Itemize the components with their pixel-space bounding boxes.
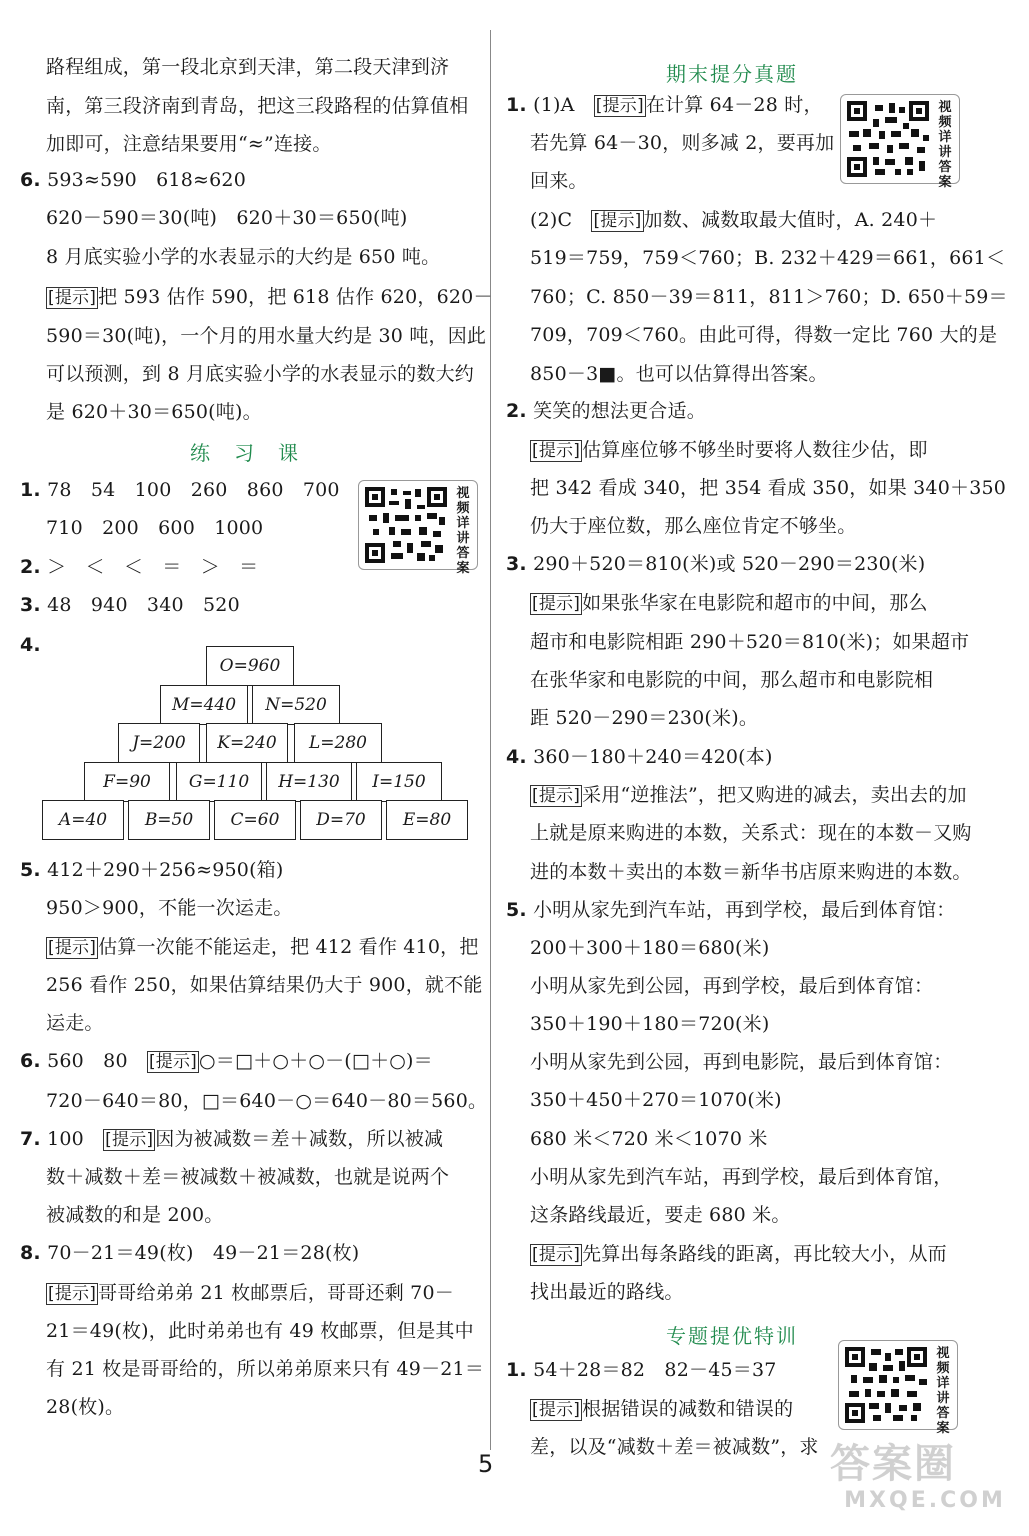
watermark-logo	[830, 1440, 1020, 1530]
pyramid-block: B=50	[128, 800, 210, 840]
answer-text: 48 940 340 520	[47, 594, 240, 616]
text-line: 950＞900，不能一次运走。	[46, 897, 293, 919]
text-line: 找出最近的路线。	[530, 1281, 684, 1303]
answer-text: (2)C	[530, 209, 592, 231]
question-number: 8.	[20, 1242, 41, 1264]
pyramid-block: G=110	[176, 762, 262, 802]
text-line: 8 月底实验小学的水表显示的大约是 650 吨。	[46, 246, 441, 268]
pyramid-block: H=130	[266, 762, 352, 802]
hint-text: 估算一次能不能运走，把 412 看作 410，把	[98, 936, 479, 958]
question-number: 1.	[506, 1359, 527, 1381]
text-line: 350＋190＋180＝720(米)	[530, 1013, 770, 1035]
answer-text: 笑笑的想法更合适。	[533, 400, 706, 422]
text-line: 超市和电影院相距 290＋520＝810(米)；如果超市	[530, 631, 970, 653]
question-number: 5.	[20, 859, 41, 881]
text-line: 数＋减数＋差＝被减数＋被减数，也就是说两个	[46, 1166, 450, 1188]
final-4	[506, 742, 773, 772]
qr-pattern-icon	[845, 1347, 927, 1423]
answer-text: 78 54 100 260 860 700	[47, 479, 340, 501]
hint-label: [提示]	[532, 786, 581, 806]
hint-label: [提示]	[532, 1245, 581, 1265]
text-line: 差，以及“减数＋差＝被减数”，求	[530, 1436, 819, 1458]
question-number: 5.	[506, 899, 527, 921]
text-line: 720－640＝80，□＝640－○＝640－80＝560。	[46, 1090, 488, 1112]
pyramid-block: N=520	[252, 685, 340, 725]
hint-label: [提示]	[532, 594, 581, 614]
section-title-final: 期末提分真题	[666, 62, 798, 86]
final-3	[506, 549, 925, 579]
text-line: 把 342 看成 340，把 354 看成 350，如果 340＋350	[530, 477, 1007, 499]
hint-text: 如果张华家在电影院和超市的中间，那么	[582, 592, 928, 614]
text-line: 这条路线最近，要走 680 米。	[530, 1204, 791, 1226]
pyramid-block: J=200	[118, 723, 200, 763]
practice-4	[20, 630, 41, 660]
practice-3	[20, 590, 240, 620]
pyramid-block: K=240	[206, 723, 288, 763]
answer-text: (1)A	[533, 94, 594, 116]
column-divider	[490, 30, 491, 1450]
text-line: 进的本数＋卖出的本数＝新华书店原来购进的本数。	[530, 861, 972, 883]
hint-text: 因为被减数＝差＋减数，所以被减	[155, 1128, 444, 1150]
answer-text: 593≈590 618≈620	[47, 169, 246, 191]
text-line: 小明从家先到汽车站，再到学校，最后到体育馆，	[530, 1166, 953, 1188]
hint-label: [提示]	[105, 1130, 154, 1150]
hint-line	[530, 1239, 947, 1270]
hint-text: 加数、减数取最大值时，A. 240＋	[643, 209, 938, 231]
special-1	[506, 1355, 777, 1385]
hint-line	[530, 780, 967, 811]
hint-line	[46, 1278, 454, 1309]
qr-label: 视频详讲答案	[938, 100, 952, 190]
answer-text: 小明从家先到汽车站，再到学校，最后到体育馆：	[533, 899, 956, 921]
hint-label: [提示]	[532, 441, 581, 461]
pyramid-block: D=70	[300, 800, 382, 840]
text-line: 小明从家先到公园，再到学校，最后到体育馆：	[530, 975, 934, 997]
pyramid-block: F=90	[84, 762, 170, 802]
answer-text: ＞ ＜ ＜ ＝ ＞ ＝	[47, 556, 259, 578]
text-line: 被减数的和是 200。	[46, 1204, 224, 1226]
text-line: 是 620＋30＝650(吨)。	[46, 401, 262, 423]
final-2	[506, 396, 706, 426]
text-line: 200＋300＋180＝680(米)	[530, 937, 770, 959]
final-5	[506, 895, 956, 925]
pyramid-block: O=960	[206, 646, 294, 686]
practice-5	[20, 855, 284, 885]
text-line: 若先算 64－30，则多减 2，要再加	[530, 132, 835, 154]
qr-code[interactable]	[840, 94, 960, 190]
text-line: 350＋450＋270＝1070(米)	[530, 1089, 782, 1111]
hint-label: [提示]	[48, 288, 97, 308]
hint-label: [提示]	[48, 1284, 97, 1304]
text-line: 850－3■。也可以估算得出答案。	[530, 363, 828, 385]
hint-label: [提示]	[593, 211, 642, 231]
question-number: 6.	[20, 1050, 41, 1072]
question-number: 4.	[20, 634, 41, 656]
text-line: 距 520－290＝230(米)。	[530, 707, 759, 729]
page-number: 5	[478, 1450, 494, 1478]
practice-6	[20, 1046, 433, 1077]
text-line: 21＝49(枚)，此时弟弟也有 49 枚邮票，但是其中	[46, 1320, 474, 1342]
text-line: 南，第三段济南到青岛，把这三段路程的估算值相	[46, 95, 469, 117]
hint-label: [提示]	[48, 938, 97, 958]
hint-text: 在计算 64－28 时，	[645, 94, 823, 116]
text-line: 上就是原来购进的本数，关系式：现在的本数－又购	[530, 822, 972, 844]
hint-line	[530, 588, 928, 619]
hint-text: ○＝□＋○＋○－(□＋○)＝	[199, 1050, 433, 1072]
text-line: 可以预测，到 8 月底实验小学的水表显示的数大约	[46, 363, 474, 385]
pyramid-block: A=40	[42, 800, 124, 840]
answer-text: 560 80	[47, 1050, 147, 1072]
hint-line	[46, 282, 493, 313]
text-line: 620－590＝30(吨) 620＋30＝650(吨)	[46, 207, 408, 229]
text-line: 加即可，注意结果要用“≈”连接。	[46, 133, 332, 155]
text-line: 路程组成，第一段北京到天津，第二段天津到济	[46, 56, 450, 78]
hint-text: 根据错误的减数和错误的	[582, 1398, 794, 1420]
question-number: 2.	[506, 400, 527, 422]
hint-text: 把 593 估作 590，把 618 估作 620，620－	[98, 286, 493, 308]
practice-8	[20, 1238, 359, 1268]
watermark-top: 答案圈	[830, 1441, 956, 1487]
answer-text: 290＋520＝810(米)或 520－290＝230(米)	[533, 553, 926, 575]
text-line: 小明从家先到公园，再到电影院，最后到体育馆：	[530, 1051, 953, 1073]
watermark-bottom: MXQE.COM	[844, 1488, 1006, 1513]
question-number: 3.	[506, 553, 527, 575]
pyramid-block: C=60	[214, 800, 296, 840]
answer-text: 360－180＋240＝420(本)	[533, 746, 773, 768]
hint-label: [提示]	[148, 1052, 198, 1072]
text-line: 680 米＜720 米＜1070 米	[530, 1128, 768, 1150]
text-line: 在张华家和电影院的中间，那么超市和电影院相	[530, 669, 934, 691]
hint-line	[530, 1394, 793, 1425]
text-line: 28(枚)。	[46, 1396, 125, 1418]
text-line	[530, 205, 937, 236]
text-line: 709，709＜760。由此可得，得数一定比 760 大的是	[530, 324, 998, 346]
hint-text: 采用“逆推法”，把又购进的减去，卖出去的加	[582, 784, 967, 806]
text-line: 519＝759，759＜760；B. 232＋429＝661，661＜	[530, 247, 1006, 269]
text-line: 760；C. 850－39＝811，811＞760；D. 650＋59＝	[530, 286, 1008, 308]
answer-text: 412＋290＋256≈950(箱)	[47, 859, 284, 881]
question-number: 1.	[506, 94, 527, 116]
qr-code[interactable]	[838, 1340, 958, 1436]
qr-pattern-icon	[365, 487, 447, 563]
answer-text: 100	[47, 1128, 104, 1150]
question-6	[20, 165, 246, 195]
hint-text: 哥哥给弟弟 21 枚邮票后，哥哥还剩 70－	[98, 1282, 454, 1304]
question-number: 2.	[20, 556, 41, 578]
question-number: 1.	[20, 479, 41, 501]
text-line: 710 200 600 1000	[46, 517, 264, 539]
qr-label: 视频详讲答案	[456, 486, 470, 576]
text-line: 有 21 枚是哥哥给的，所以弟弟原来只有 49－21＝	[46, 1358, 485, 1380]
text-line: 仍大于座位数，那么座位肯定不够坐。	[530, 515, 857, 537]
answer-text: 54＋28＝82 82－45＝37	[533, 1359, 777, 1381]
qr-pattern-icon	[847, 101, 929, 177]
hint-line	[46, 932, 479, 963]
practice-7	[20, 1124, 443, 1155]
text-line: 回来。	[530, 170, 588, 192]
question-number: 4.	[506, 746, 527, 768]
pyramid-block: L=280	[294, 723, 382, 763]
text-line: 590＝30(吨)，一个月的用水量大约是 30 吨，因此	[46, 325, 487, 347]
answer-text: 70－21＝49(枚) 49－21＝28(枚)	[47, 1242, 360, 1264]
section-title-practice: 练 习 课	[190, 441, 300, 465]
final-1	[506, 90, 823, 121]
hint-line	[530, 435, 928, 466]
pyramid-block: I=150	[356, 762, 442, 802]
question-number: 7.	[20, 1128, 41, 1150]
pyramid-block: M=440	[160, 685, 248, 725]
practice-1	[20, 475, 340, 505]
text-line: 运走。	[46, 1012, 104, 1034]
section-title-special: 专题提优特训	[666, 1324, 798, 1348]
question-number: 3.	[20, 594, 41, 616]
hint-label: [提示]	[595, 96, 644, 116]
pyramid-block: E=80	[386, 800, 468, 840]
text-line: 256 看作 250，如果估算结果仍大于 900，就不能	[46, 974, 483, 996]
qr-code[interactable]	[358, 480, 478, 576]
qr-label: 视频详讲答案	[936, 1346, 950, 1436]
hint-text: 估算座位够不够坐时要将人数往少估，即	[582, 439, 928, 461]
hint-label: [提示]	[532, 1400, 581, 1420]
question-number: 6.	[20, 169, 41, 191]
hint-text: 先算出每条路线的距离，再比较大小，从而	[582, 1243, 947, 1265]
practice-2	[20, 552, 258, 582]
